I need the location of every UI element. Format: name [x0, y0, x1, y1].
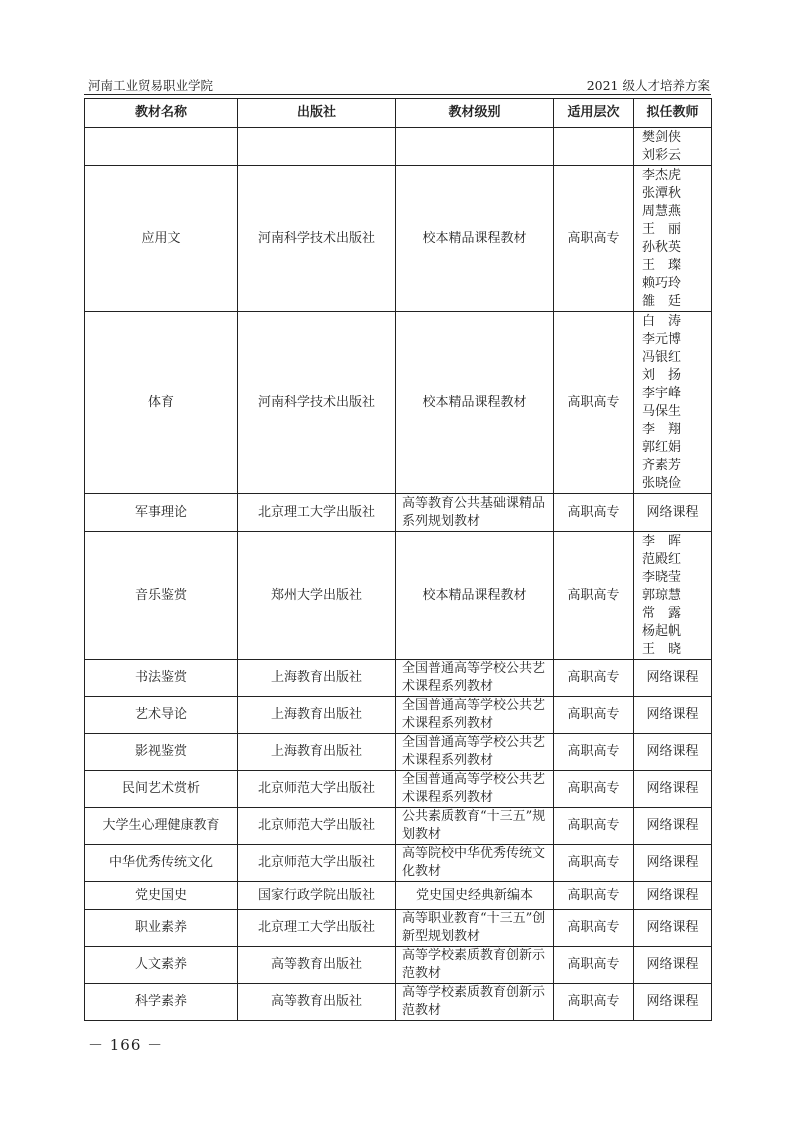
cell-publisher: 高等教育出版社	[238, 947, 396, 984]
cell-teachers	[634, 697, 712, 734]
table-row	[85, 771, 712, 808]
table-row	[85, 166, 712, 312]
cell-textbook-name: 影视鉴赏	[85, 734, 238, 771]
cell-textbook-name: 人文素养	[85, 947, 238, 984]
cell-textbook-name: 大学生心理健康教育	[85, 808, 238, 845]
teacher-name: 网络课程	[646, 887, 699, 903]
cell-teachers	[634, 947, 712, 984]
cell-publisher: 北京师范大学出版社	[238, 771, 396, 808]
table-row	[85, 128, 712, 166]
cell-publisher: 北京理工大学出版社	[238, 910, 396, 947]
cell-publisher: 北京理工大学出版社	[238, 494, 396, 532]
cell-textbook-level: 全国普通高等学校公共艺术课程系列教材	[396, 697, 554, 734]
table-row	[85, 697, 712, 734]
teacher-name: 网络课程	[646, 670, 699, 685]
cell-publisher: 北京师范大学出版社	[238, 808, 396, 845]
cell-teachers	[634, 166, 712, 312]
cell-teachers	[634, 771, 712, 808]
cell-teachers	[634, 660, 712, 697]
textbook-table	[84, 98, 712, 1021]
cell-textbook-name: 军事理论	[85, 494, 238, 532]
teacher-name: 刘彩云	[642, 147, 682, 163]
cell-publisher: 上海教育出版社	[238, 697, 396, 734]
table-row	[85, 984, 712, 1021]
cell-textbook-level: 校本精品课程教材	[396, 312, 554, 494]
cell-textbook-level: 全国普通高等学校公共艺术课程系列教材	[396, 734, 554, 771]
cell-textbook-level: 校本精品课程教材	[396, 532, 554, 660]
table-row	[85, 947, 712, 984]
cell-publisher: 上海教育出版社	[238, 734, 396, 771]
cell-publisher: 河南科学技术出版社	[238, 312, 396, 494]
table-row	[85, 882, 712, 910]
teacher-name: 刘 扬	[642, 367, 682, 383]
teacher-name: 李 晖	[642, 533, 682, 549]
cell-applicable-tier: 高职高专	[554, 947, 634, 984]
cell-applicable-tier: 高职高专	[554, 660, 634, 697]
teacher-name: 杨起帆	[642, 623, 682, 639]
cell-teachers	[634, 494, 712, 532]
teacher-name: 网络课程	[646, 818, 699, 833]
teacher-name: 赖巧玲	[642, 275, 682, 291]
cell-publisher: 上海教育出版社	[238, 660, 396, 697]
teacher-name: 范殿红	[642, 551, 682, 567]
teacher-name: 马保生	[642, 403, 682, 419]
header-plan-title: 2021 级人才培养方案	[586, 78, 710, 93]
col-header-teachers: 拟任教师	[634, 99, 712, 128]
cell-teachers	[634, 808, 712, 845]
teacher-name: 网络课程	[646, 994, 699, 1009]
cell-applicable-tier: 高职高专	[554, 734, 634, 771]
table-row	[85, 910, 712, 947]
teacher-name: 网络课程	[646, 781, 699, 796]
cell-textbook-name	[85, 128, 238, 166]
table-body	[85, 128, 712, 1021]
cell-teachers	[634, 845, 712, 882]
cell-publisher: 北京师范大学出版社	[238, 845, 396, 882]
cell-textbook-name: 科学素养	[85, 984, 238, 1021]
cell-textbook-level: 高等学校素质教育创新示范教材	[396, 947, 554, 984]
teacher-name: 王 丽	[642, 221, 682, 237]
table-header-row	[85, 99, 712, 128]
teacher-name: 网络课程	[646, 957, 699, 972]
table-row	[85, 808, 712, 845]
cell-textbook-name: 应用文	[85, 166, 238, 312]
cell-textbook-level	[396, 128, 554, 166]
cell-textbook-level: 全国普通高等学校公共艺术课程系列教材	[396, 660, 554, 697]
teacher-name: 齐素芳	[642, 457, 682, 473]
table-row	[85, 660, 712, 697]
cell-publisher: 国家行政学院出版社	[238, 882, 396, 910]
teacher-name: 张晓俭	[642, 475, 682, 491]
cell-textbook-name: 书法鉴赏	[85, 660, 238, 697]
cell-teachers	[634, 128, 712, 166]
col-header-name: 教材名称	[85, 99, 238, 128]
cell-applicable-tier: 高职高专	[554, 910, 634, 947]
teacher-name: 网络课程	[646, 504, 699, 520]
cell-publisher: 河南科学技术出版社	[238, 166, 396, 312]
cell-applicable-tier: 高职高专	[554, 532, 634, 660]
teacher-name: 郭红娟	[642, 439, 682, 455]
cell-textbook-name: 中华优秀传统文化	[85, 845, 238, 882]
teacher-name: 张潭秋	[642, 185, 682, 201]
teacher-name: 网络课程	[646, 920, 699, 935]
teacher-name: 雒 廷	[642, 293, 682, 309]
page-number: － 166 －	[88, 1036, 164, 1054]
cell-textbook-name: 党史国史	[85, 882, 238, 910]
teacher-name: 常 露	[642, 605, 682, 621]
cell-applicable-tier: 高职高专	[554, 984, 634, 1021]
cell-textbook-name: 体育	[85, 312, 238, 494]
cell-textbook-name: 音乐鉴赏	[85, 532, 238, 660]
teacher-name: 樊剑侠	[642, 129, 682, 145]
teacher-name: 王 璨	[642, 257, 682, 273]
teacher-name: 网络课程	[646, 855, 699, 870]
cell-applicable-tier	[554, 128, 634, 166]
cell-applicable-tier: 高职高专	[554, 312, 634, 494]
header-divider	[84, 94, 711, 95]
teacher-name: 网络课程	[646, 707, 699, 722]
teacher-name: 郭琼慧	[642, 587, 682, 603]
col-header-tier: 适用层次	[554, 99, 634, 128]
cell-textbook-level: 公共素质教育“十三五”规划教材	[396, 808, 554, 845]
teacher-name: 孙秋英	[642, 239, 682, 255]
cell-publisher: 郑州大学出版社	[238, 532, 396, 660]
cell-teachers	[634, 882, 712, 910]
col-header-publisher: 出版社	[238, 99, 396, 128]
cell-textbook-level: 全国普通高等学校公共艺术课程系列教材	[396, 771, 554, 808]
table-row	[85, 845, 712, 882]
cell-textbook-level: 党史国史经典新编本	[396, 882, 554, 910]
teacher-name: 冯银红	[642, 349, 682, 365]
cell-publisher	[238, 128, 396, 166]
cell-applicable-tier: 高职高专	[554, 166, 634, 312]
cell-textbook-name: 民间艺术赏析	[85, 771, 238, 808]
cell-teachers	[634, 984, 712, 1021]
teacher-name: 李晓莹	[642, 569, 682, 585]
teacher-name: 王 晓	[642, 641, 682, 657]
cell-publisher: 高等教育出版社	[238, 984, 396, 1021]
teacher-name: 李杰虎	[642, 167, 682, 183]
cell-textbook-level: 高等教育公共基础课精品系列规划教材	[396, 494, 554, 532]
teacher-name: 李宇峰	[642, 385, 682, 401]
cell-teachers	[634, 532, 712, 660]
table-row	[85, 494, 712, 532]
table-row	[85, 312, 712, 494]
col-header-level: 教材级别	[396, 99, 554, 128]
cell-applicable-tier: 高职高专	[554, 494, 634, 532]
cell-textbook-level: 高等院校中华优秀传统文化教材	[396, 845, 554, 882]
cell-textbook-level: 校本精品课程教材	[396, 166, 554, 312]
cell-applicable-tier: 高职高专	[554, 697, 634, 734]
cell-textbook-name: 职业素养	[85, 910, 238, 947]
cell-applicable-tier: 高职高专	[554, 845, 634, 882]
cell-teachers	[634, 910, 712, 947]
cell-applicable-tier: 高职高专	[554, 771, 634, 808]
teacher-name: 李元博	[642, 331, 682, 347]
teacher-name: 网络课程	[646, 744, 699, 759]
cell-textbook-level: 高等职业教育“十三五”创新型规划教材	[396, 910, 554, 947]
header-school: 河南工业贸易职业学院	[88, 78, 214, 93]
teacher-name: 白 涛	[642, 313, 682, 329]
table-row	[85, 734, 712, 771]
cell-textbook-name: 艺术导论	[85, 697, 238, 734]
cell-teachers	[634, 312, 712, 494]
cell-textbook-level: 高等学校素质教育创新示范教材	[396, 984, 554, 1021]
cell-applicable-tier: 高职高专	[554, 808, 634, 845]
teacher-name: 周慧燕	[642, 203, 682, 219]
cell-applicable-tier: 高职高专	[554, 882, 634, 910]
table-row	[85, 532, 712, 660]
teacher-name: 李 翔	[642, 421, 682, 437]
cell-teachers	[634, 734, 712, 771]
